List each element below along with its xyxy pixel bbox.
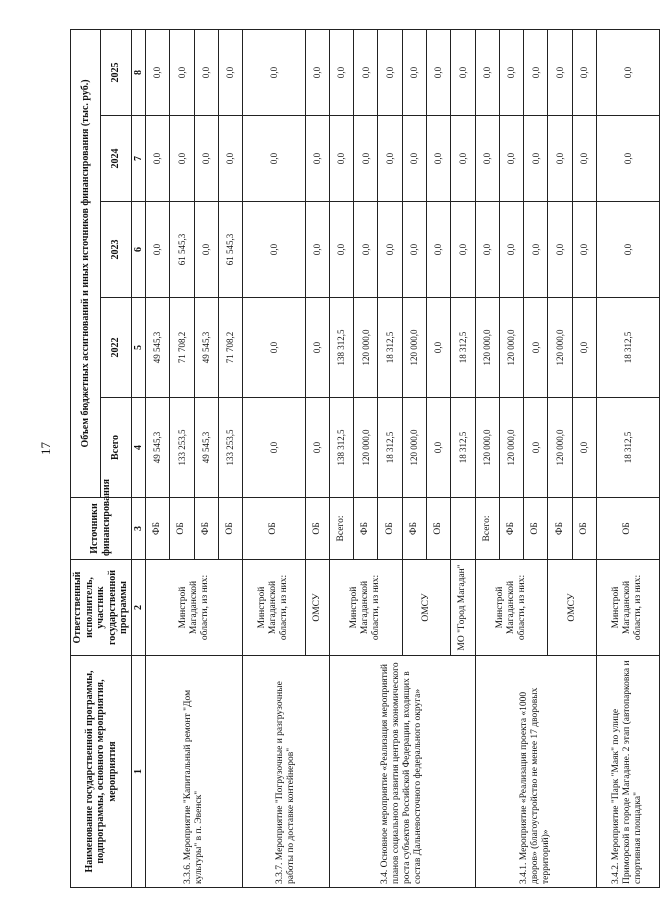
amount-cell: 0,0 xyxy=(524,116,548,202)
amount-cell: 0,0 xyxy=(354,116,378,202)
amount-cell: 120 000,0 xyxy=(402,298,426,398)
program-name-cell: 3.4. Основное мероприятие «Реализация мероприятий планов социального развития центров экономического роста субъектов Российской Федерации, входящих в состав Дальневосточного федерального округа» xyxy=(329,656,475,888)
amount-cell: 0,0 xyxy=(426,398,450,498)
amount-cell: 0,0 xyxy=(243,29,305,115)
amount-cell: 0,0 xyxy=(146,29,170,115)
executor-cell: ОМСУ xyxy=(548,560,597,656)
amount-cell: 0,0 xyxy=(218,116,242,202)
amount-cell: 0,0 xyxy=(524,29,548,115)
amount-cell: 0,0 xyxy=(243,116,305,202)
program-name-cell: 3.4.2. Мероприятие "Парк "Маяк" по улице Приморской в городе Магадане. 2 этап (автопарковка и спортивная площадка" xyxy=(596,656,659,888)
amount-cell: 0,0 xyxy=(402,202,426,298)
table-row xyxy=(243,29,305,887)
source-cell xyxy=(451,498,475,560)
amount-cell: 0,0 xyxy=(451,29,475,115)
header-name: Наименование государственной программы, подпрограммы, основного мероприятия, мероприятия xyxy=(71,656,132,888)
amount-cell: 0,0 xyxy=(329,29,353,115)
index-cell: 2 xyxy=(131,560,146,656)
executor-cell: Минстрой Магаданской области, из них: xyxy=(596,560,659,656)
program-name-cell: 3.3.6. Мероприятие "Капитальный ремонт "Дом культуры" в п. Эвенск" xyxy=(146,656,243,888)
amount-cell: 18 312,5 xyxy=(378,398,402,498)
header-total: Всего xyxy=(101,398,131,498)
source-cell: ФБ xyxy=(194,498,218,560)
amount-cell: 49 545,3 xyxy=(194,298,218,398)
amount-cell: 0,0 xyxy=(146,116,170,202)
amount-cell: 0,0 xyxy=(218,29,242,115)
amount-cell: 0,0 xyxy=(426,298,450,398)
executor-cell: Минстрой Магаданской области, из них: xyxy=(243,560,305,656)
amount-cell: 0,0 xyxy=(596,116,659,202)
table-body xyxy=(146,29,660,887)
table-row xyxy=(596,29,659,887)
amount-cell: 133 253,5 xyxy=(218,398,242,498)
amount-cell: 0,0 xyxy=(426,29,450,115)
amount-cell: 120 000,0 xyxy=(548,298,572,398)
amount-cell: 120 000,0 xyxy=(548,398,572,498)
index-cell: 1 xyxy=(131,656,146,888)
program-name-cell: 3.3.7. Мероприятие "Погрузочные и разгрузочные работы по доставке контейнеров" xyxy=(243,656,330,888)
index-cell: 8 xyxy=(131,29,146,115)
amount-cell: 49 545,3 xyxy=(146,298,170,398)
source-cell: ФБ xyxy=(548,498,572,560)
table-row xyxy=(329,29,353,887)
amount-cell: 0,0 xyxy=(524,202,548,298)
amount-cell: 0,0 xyxy=(146,202,170,298)
amount-cell: 120 000,0 xyxy=(354,398,378,498)
amount-cell: 0,0 xyxy=(596,202,659,298)
amount-cell: 0,0 xyxy=(305,29,329,115)
amount-cell: 0,0 xyxy=(426,202,450,298)
amount-cell: 138 312,5 xyxy=(329,398,353,498)
executor-cell: Минстрой Магаданской области, из них: xyxy=(329,560,402,656)
amount-cell: 0,0 xyxy=(378,202,402,298)
source-cell: ОБ xyxy=(305,498,329,560)
amount-cell: 0,0 xyxy=(524,398,548,498)
amount-cell: 0,0 xyxy=(305,298,329,398)
amount-cell: 120 000,0 xyxy=(475,298,499,398)
amount-cell: 0,0 xyxy=(475,202,499,298)
amount-cell: 0,0 xyxy=(402,116,426,202)
program-name-cell: 3.4.1. Мероприятие «Реализация проекта «1000 дворов» (благоустройство не менее 17 дворовых территорий)» xyxy=(475,656,596,888)
amount-cell: 0,0 xyxy=(572,29,596,115)
amount-cell: 0,0 xyxy=(170,116,194,202)
amount-cell: 0,0 xyxy=(378,29,402,115)
source-cell: ОБ xyxy=(170,498,194,560)
amount-cell: 0,0 xyxy=(548,116,572,202)
source-cell: ОБ xyxy=(218,498,242,560)
amount-cell: 18 312,5 xyxy=(596,298,659,398)
amount-cell: 0,0 xyxy=(572,298,596,398)
amount-cell: 0,0 xyxy=(402,29,426,115)
amount-cell: 0,0 xyxy=(305,116,329,202)
amount-cell: 0,0 xyxy=(194,29,218,115)
amount-cell: 18 312,5 xyxy=(451,298,475,398)
source-cell: ФБ xyxy=(146,498,170,560)
index-cell: 7 xyxy=(131,116,146,202)
executor-cell: ОМСУ xyxy=(402,560,451,656)
amount-cell: 0,0 xyxy=(524,298,548,398)
header-source: Источники финансирования xyxy=(71,498,132,560)
amount-cell: 120 000,0 xyxy=(475,398,499,498)
amount-cell: 0,0 xyxy=(194,116,218,202)
amount-cell: 0,0 xyxy=(329,116,353,202)
amount-cell: 0,0 xyxy=(378,116,402,202)
header-2023: 2023 xyxy=(101,202,131,298)
amount-cell: 133 253,5 xyxy=(170,398,194,498)
table-row xyxy=(146,29,170,887)
source-cell: ОБ xyxy=(572,498,596,560)
amount-cell: 120 000,0 xyxy=(499,298,523,398)
amount-cell: 0,0 xyxy=(305,398,329,498)
amount-cell: 0,0 xyxy=(194,202,218,298)
amount-cell: 0,0 xyxy=(243,398,305,498)
amount-cell: 0,0 xyxy=(329,202,353,298)
amount-cell: 49 545,3 xyxy=(194,398,218,498)
source-cell: Всего: xyxy=(475,498,499,560)
financing-table xyxy=(70,29,660,888)
amount-cell: 0,0 xyxy=(354,29,378,115)
amount-cell: 0,0 xyxy=(572,202,596,298)
header-2022: 2022 xyxy=(101,298,131,398)
source-cell: Всего: xyxy=(329,498,353,560)
source-cell: ФБ xyxy=(402,498,426,560)
amount-cell: 0,0 xyxy=(305,202,329,298)
amount-cell: 120 000,0 xyxy=(499,398,523,498)
table-row xyxy=(475,29,499,887)
index-cell: 6 xyxy=(131,202,146,298)
amount-cell: 0,0 xyxy=(548,29,572,115)
amount-cell: 0,0 xyxy=(572,116,596,202)
amount-cell: 0,0 xyxy=(451,116,475,202)
executor-cell: Минстрой Магаданской области, из них: xyxy=(146,560,243,656)
amount-cell: 61 545,3 xyxy=(218,202,242,298)
amount-cell: 0,0 xyxy=(475,116,499,202)
header-executor: Ответственный исполнитель, участник государственной программы xyxy=(71,560,132,656)
amount-cell: 0,0 xyxy=(572,398,596,498)
source-cell: ОБ xyxy=(426,498,450,560)
amount-cell: 120 000,0 xyxy=(402,398,426,498)
amount-cell: 18 312,5 xyxy=(378,298,402,398)
source-cell: ОБ xyxy=(524,498,548,560)
amount-cell: 18 312,5 xyxy=(451,398,475,498)
amount-cell: 18 312,5 xyxy=(596,398,659,498)
amount-cell: 138 312,5 xyxy=(329,298,353,398)
amount-cell: 0,0 xyxy=(499,116,523,202)
amount-cell: 71 708,2 xyxy=(170,298,194,398)
header-row-1 xyxy=(71,29,101,887)
amount-cell: 0,0 xyxy=(243,202,305,298)
amount-cell: 0,0 xyxy=(170,29,194,115)
index-cell: 3 xyxy=(131,498,146,560)
executor-cell: ОМСУ xyxy=(305,560,329,656)
amount-cell: 0,0 xyxy=(354,202,378,298)
index-cell: 4 xyxy=(131,398,146,498)
amount-cell: 71 708,2 xyxy=(218,298,242,398)
amount-cell: 0,0 xyxy=(499,29,523,115)
amount-cell: 0,0 xyxy=(451,202,475,298)
executor-cell: Минстрой Магаданской области, из них: xyxy=(475,560,548,656)
amount-cell: 0,0 xyxy=(499,202,523,298)
page-number: 17 xyxy=(38,442,53,455)
source-cell: ОБ xyxy=(596,498,659,560)
header-2025: 2025 xyxy=(101,29,131,115)
source-cell: ФБ xyxy=(499,498,523,560)
amount-cell: 61 545,3 xyxy=(170,202,194,298)
amount-cell: 0,0 xyxy=(475,29,499,115)
executor-cell: МО "Город Магадан" xyxy=(451,560,475,656)
amount-cell: 0,0 xyxy=(548,202,572,298)
amount-cell: 0,0 xyxy=(596,29,659,115)
header-2024: 2024 xyxy=(101,116,131,202)
source-cell: ФБ xyxy=(354,498,378,560)
amount-cell: 0,0 xyxy=(426,116,450,202)
index-cell: 5 xyxy=(131,298,146,398)
rotated-content xyxy=(70,30,644,888)
source-cell: ОБ xyxy=(243,498,305,560)
amount-cell: 49 545,3 xyxy=(146,398,170,498)
amount-cell: 0,0 xyxy=(243,298,305,398)
header-funding-group: Объем бюджетных ассигнований и иных источников финансирования (тыс. руб.) xyxy=(71,29,101,497)
amount-cell: 120 000,0 xyxy=(354,298,378,398)
source-cell: ОБ xyxy=(378,498,402,560)
index-row xyxy=(131,29,146,887)
